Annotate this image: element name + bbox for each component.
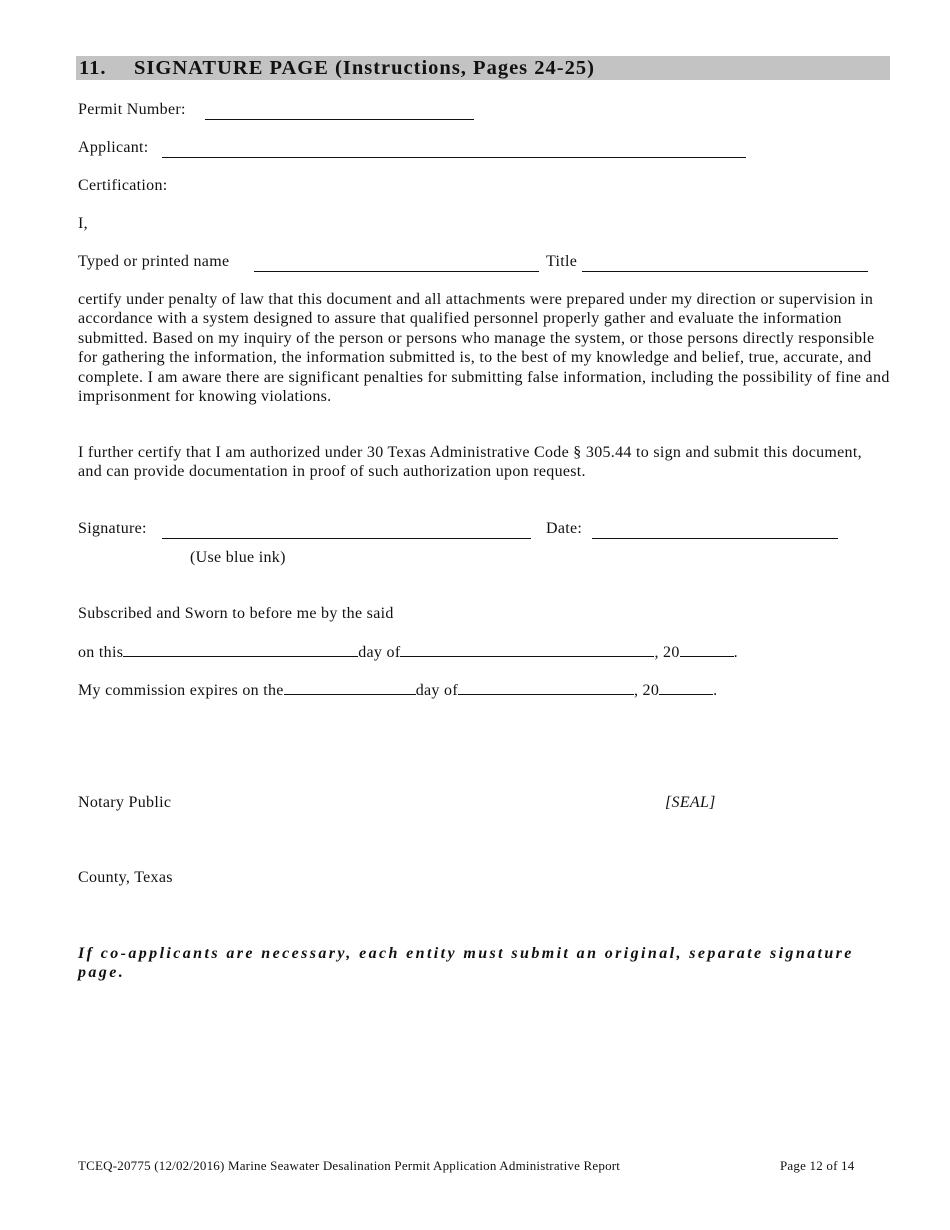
commission-label: My commission expires on the [78,682,284,699]
commission-period: . [713,682,718,699]
section-number: 11. [79,57,107,79]
certification-paragraph: certify under penalty of law that this document and all attachments were prepared under my direction or supervision in accordance with a system designed to assure that qualified personnel properly gather and evaluate the information submitted. Based on my inquiry of the person or persons who manage the system, or those persons directly responsible for gathering the information, the information submitted is, to the best of my knowledge and belief, true, accurate, and complete. I am aware there are significant penalties for submitting false information, including the possibility of fine and imprisonment for knowing violations. [78,291,890,406]
title-label: Title [546,253,578,270]
commission-year-field[interactable] [659,680,713,695]
notary-month-field[interactable] [400,642,654,657]
subscribed-text: Subscribed and Sworn to before me by the said [78,605,394,622]
section-heading [79,56,595,80]
day-of-label: day of [358,644,401,661]
commission-day-of-label: day of [415,682,458,699]
authorization-paragraph: I further certify that I am authorized under 30 Texas Administrative Code § 305.44 to sign and submit this document, and can provide documentation in proof of such authorization upon request. [78,444,862,481]
blue-ink-note: (Use blue ink) [190,549,286,566]
signature-field[interactable] [162,538,531,539]
commission-row [78,680,717,701]
certification-label: Certification: [78,177,168,194]
title-field[interactable] [582,271,868,272]
footer-page-number: Page 12 of 14 [780,1158,855,1173]
date-field[interactable] [592,538,838,539]
seal-label: [SEAL] [665,794,716,811]
county-label: County, Texas [78,869,173,886]
notary-year-field[interactable] [680,642,734,657]
signature-label: Signature: [78,520,147,537]
applicant-field[interactable] [162,157,746,158]
notary-public-label: Notary Public [78,794,172,811]
commission-year-prefix: , 20 [633,682,660,699]
permit-number-label: Permit Number: [78,101,186,118]
commission-day-field[interactable] [284,680,416,695]
applicant-label: Applicant: [78,139,149,156]
typed-name-label: Typed or printed name [78,253,230,270]
period: . [733,644,738,661]
notary-date-row [78,642,738,663]
typed-name-field[interactable] [254,271,539,272]
co-applicant-note: If co-applicants are necessary, each entity must submit an original, separate signature page. [78,945,854,981]
notary-day-field[interactable] [123,642,358,657]
year-prefix: , 20 [654,644,680,661]
date-label: Date: [546,520,583,537]
on-this-label: on this [78,644,124,661]
section-title: SIGNATURE PAGE (Instructions, Pages 24-25) [134,57,595,79]
i-label: I, [78,215,88,232]
footer-form-id: TCEQ-20775 (12/02/2016) Marine Seawater Desalination Permit Application Administrative Report [78,1158,621,1173]
permit-number-field[interactable] [205,119,474,120]
commission-month-field[interactable] [458,680,634,695]
